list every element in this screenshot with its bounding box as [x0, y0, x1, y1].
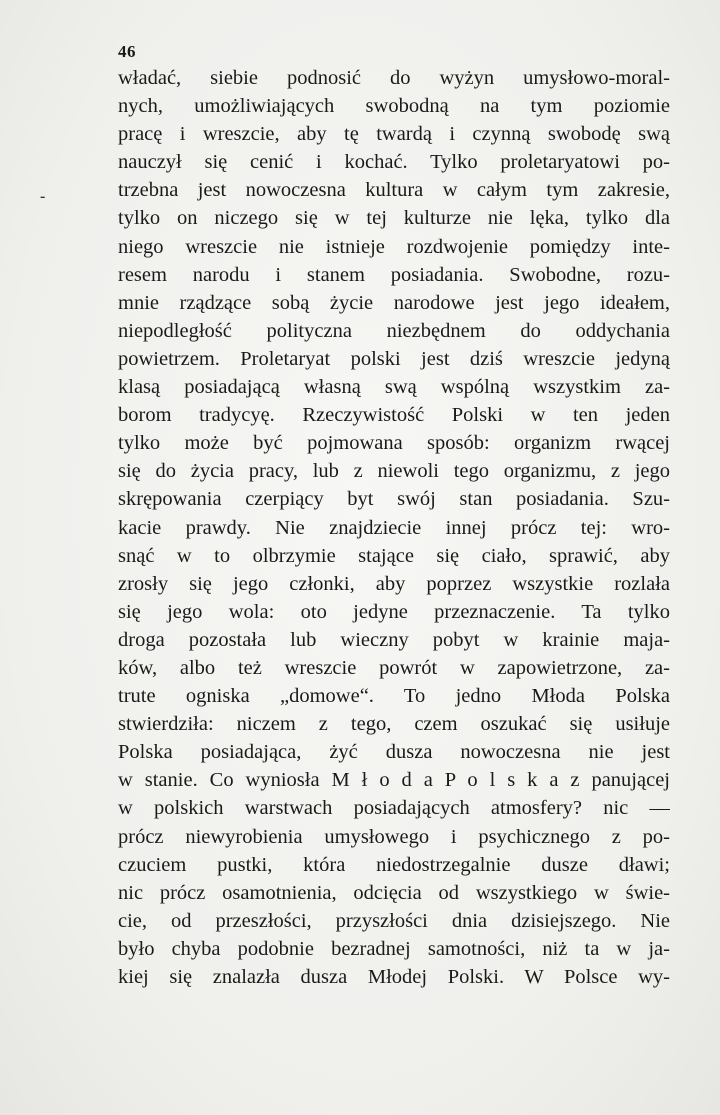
body-text	[118, 64, 670, 991]
page-number: 46	[118, 42, 136, 61]
text-line: trute ogniska „domowe“. To jedno Młoda Polska	[118, 685, 670, 708]
text-line: tylko może być pojmowana sposób: organizm rwącej	[118, 432, 670, 455]
text-line: nych, umożliwiających swobodną na tym poziomie	[118, 95, 670, 118]
text-line: nauczył się cenić i kochać. Tylko proletaryatowi po-	[118, 151, 670, 174]
text-line: trzebna jest nowoczesna kultura w całym tym zakresie,	[118, 179, 670, 202]
text-line: mnie rządzące sobą życie narodowe jest jego ideałem,	[118, 291, 670, 314]
margin-mark: -	[40, 188, 46, 205]
text-line: resem narodu i stanem posiadania. Swobodne, rozu-	[118, 263, 670, 286]
text-line: powietrzem. Proletaryat polski jest dziś wreszcie jedyną	[118, 347, 670, 370]
text-line: w stanie. Co wyniosła M ł o d a P o l s k a z panującej	[118, 769, 670, 792]
text-line: się jego wola: oto jedyne przeznaczenie. Ta tylko	[118, 600, 670, 623]
text-line: droga pozostała lub wieczny pobyt w krainie maja-	[118, 628, 670, 651]
text-line: skrępowania czerpiący byt swój stan posiadania. Szu-	[118, 488, 670, 511]
text-line: niego wreszcie nie istnieje rozdwojenie pomiędzy inte-	[118, 235, 670, 258]
text-line: klasą posiadającą własną swą wspólną wszystkim za-	[118, 376, 670, 399]
text-line: Polska posiadająca, żyć dusza nowoczesna nie jest	[118, 741, 670, 764]
text-line: prócz niewyrobienia umysłowego i psychicznego z po-	[118, 825, 670, 848]
text-line: czuciem pustki, która niedostrzegalnie dusze dławi;	[118, 853, 670, 876]
text-line: stwierdziła: niczem z tego, czem oszukać się usiłuje	[118, 713, 670, 736]
text-line: ków, albo też wreszcie powrót w zapowietrzone, za-	[118, 656, 670, 679]
text-line: niepodległość polityczna niezbędnem do oddychania	[118, 319, 670, 342]
text-line: borom tradycyę. Rzeczywistość Polski w ten jeden	[118, 404, 670, 427]
text-line: pracę i wreszcie, aby tę twardą i czynną swobodę swą	[118, 123, 670, 146]
text-line: nic prócz osamotnienia, odcięcia od wszystkiego w świe-	[118, 881, 670, 904]
text-line: w polskich warstwach posiadających atmosfery? nic —	[118, 797, 670, 820]
text-line: kacie prawdy. Nie znajdziecie innej prócz tej: wro-	[118, 516, 670, 539]
text-line: tylko on niczego się w tej kulturze nie lęka, tylko dla	[118, 207, 670, 230]
text-line: było chyba podobnie bezradnej samotności, niż ta w ja-	[118, 937, 670, 960]
text-line: kiej się znalazła dusza Młodej Polski. W Polsce wy-	[118, 966, 670, 988]
text-line: się do życia pracy, lub z niewoli tego organizmu, z jego	[118, 460, 670, 483]
text-line: snąć w to olbrzymie stające się ciało, sprawić, aby	[118, 544, 670, 567]
text-line: cie, od przeszłości, przyszłości dnia dzisiejszego. Nie	[118, 909, 670, 932]
text-line: władać, siebie podnosić do wyżyn umysłowo-moral-	[118, 67, 670, 89]
text-line: zrosły się jego członki, aby poprzez wszystkie rozlała	[118, 572, 670, 595]
